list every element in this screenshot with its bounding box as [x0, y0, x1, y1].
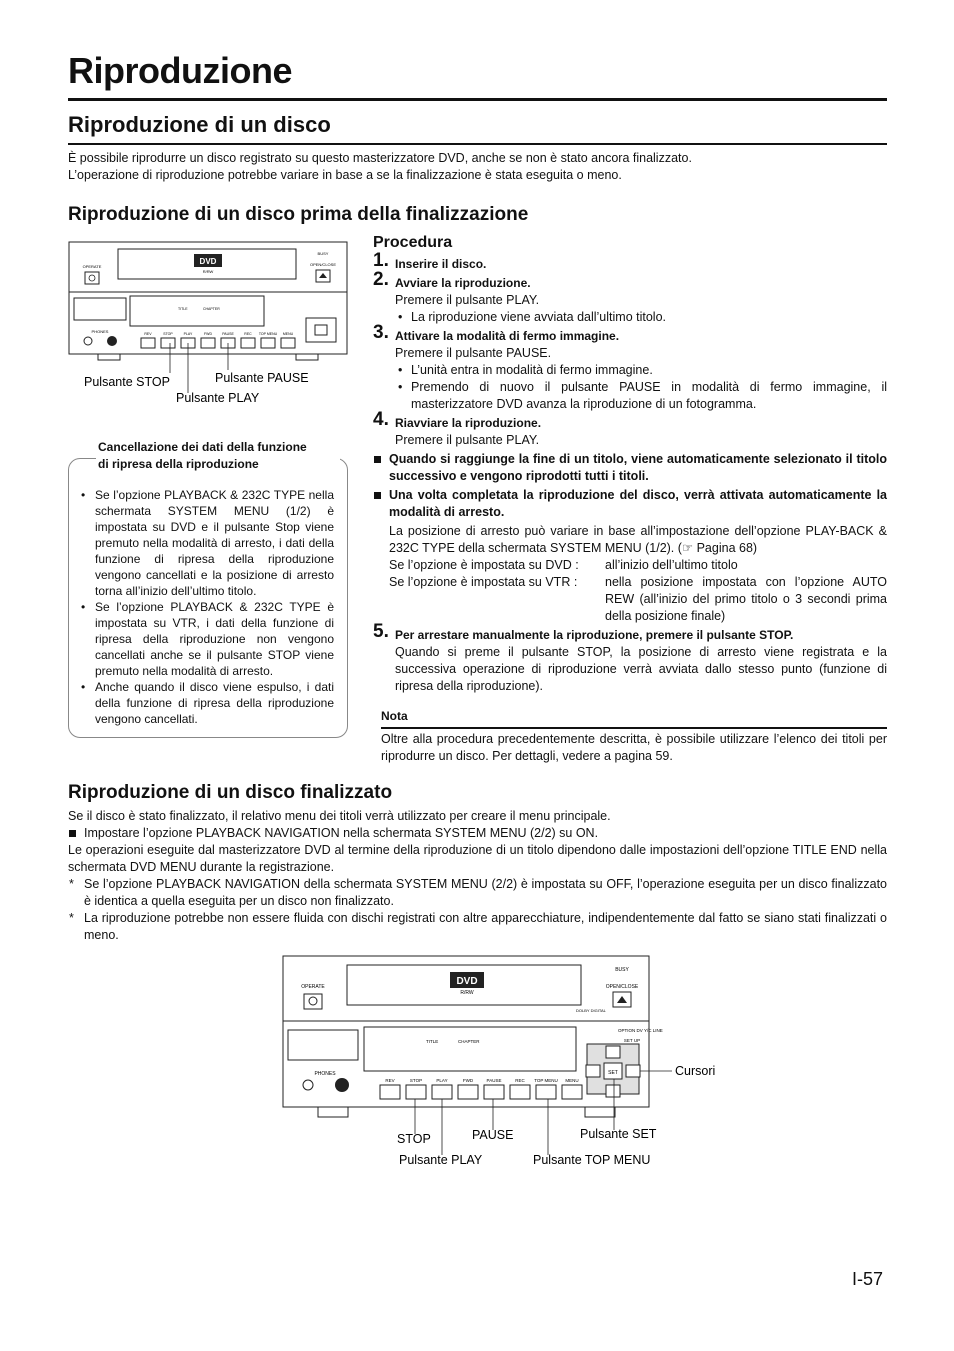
line-label: LINE [652, 1028, 663, 1033]
transport-label: FWD [462, 1078, 474, 1083]
info-box-heading [96, 439, 340, 473]
transport-label: STOP [409, 1078, 423, 1083]
label-top-menu-button: Pulsante TOP MENU [533, 1153, 651, 1167]
option-label: OPTION [618, 1028, 636, 1033]
page-number: I-57 [852, 1269, 884, 1289]
phones-jack [303, 1080, 313, 1090]
step-2 [373, 269, 887, 326]
operate-label: OPERATE [82, 264, 102, 269]
yc-label: Y/C [643, 1028, 652, 1033]
volume-knob[interactable] [107, 336, 117, 346]
device-diagram-top [68, 240, 348, 410]
subsection-heading: Riproduzione di un disco finalizzato [68, 782, 393, 803]
transport-label: MENU [565, 1078, 579, 1083]
nota-title: Nota [381, 709, 408, 723]
list-item: • Anche quando il disco viene espulso, i dati della funzione di ripresa della riproduzione vengono cancellati. [78, 679, 334, 727]
display-panel [364, 1027, 576, 1071]
intro-line: È possibile riprodurre un disco registrato su questo masterizzatore DVD, anche se non è stato ancora finalizzato. [68, 151, 692, 165]
label-play-button: Pulsante PLAY [176, 391, 260, 405]
intro-line: L’operazione di riproduzione potrebbe variare in base a se la finalizzazione è stata eseguita o meno. [68, 168, 622, 182]
step-title: Riavviare la riproduzione. [395, 416, 542, 430]
step-text: Premere il pulsante PAUSE. [395, 346, 552, 360]
step-number: 2. [373, 269, 389, 290]
open-close-label: OPEN/CLOSE [605, 984, 639, 990]
label-set-button: Pulsante SET [580, 1127, 657, 1141]
step-title: Avviare la riproduzione. [395, 276, 531, 290]
transport-label: REC [515, 1078, 525, 1083]
busy-label: BUSY [317, 251, 329, 256]
note-auto-next: Quando si raggiunge la fine di un titolo, viene automaticamente selezionato il titolo successivo e vengono riprodotti tutti i titoli. [373, 451, 887, 485]
display-panel [130, 296, 264, 326]
step-5 [373, 621, 887, 695]
label-cursori: Cursori [675, 1064, 716, 1078]
info-box-heading-line: Cancellazione dei dati della funzione [98, 440, 307, 454]
foot [98, 354, 120, 360]
open-close-label: OPEN/CLOSE [309, 262, 337, 267]
step-number: 4. [373, 409, 389, 430]
transport-label: STOP [163, 332, 173, 336]
cursor-right-button[interactable] [626, 1065, 640, 1077]
display-title-label: TITLE [178, 307, 188, 311]
title-rule [68, 98, 887, 101]
dv-label: DV [636, 1028, 643, 1033]
setup-label: SET UP [623, 1038, 641, 1043]
device-diagram-bottom [280, 952, 740, 1172]
dolby-logo: DOLBY DIGITAL [576, 1008, 606, 1013]
setting-value: nella posizione impostata con l’opzione AUTO REW (all’inizio del primo titolo o 3 secondi prima della posizione finale) [605, 575, 887, 623]
transport-button-fwd[interactable] [458, 1085, 478, 1099]
list-item: • Se l’opzione PLAYBACK & 232C TYPE è impostata su VTR, i dati della funzione di ripresa della riproduzione non vengono cancellati anche se il pulsante STOP viene premuto nella modalità di arresto. [78, 599, 334, 679]
transport-label: TOP MENU [258, 332, 278, 336]
foot [585, 1107, 615, 1117]
transport-button-play[interactable] [432, 1085, 452, 1099]
transport-button-stop[interactable] [406, 1085, 426, 1099]
label-pause-button: Pulsante PAUSE [215, 371, 309, 385]
display-chapter-label: CHAPTER [203, 307, 220, 311]
phones-label: PHONES [91, 329, 109, 334]
busy-label: BUSY [615, 967, 629, 973]
transport-label: REV [144, 332, 152, 336]
finalized-text [68, 808, 887, 944]
display-chapter-label: CHAPTER [458, 1039, 480, 1044]
transport-button-rec[interactable] [241, 338, 255, 348]
set-label: SET [608, 1070, 618, 1076]
nota-text: Oltre alla procedura precedentemente descritta, è possibile utilizzare l’elenco dei titoli per riprodurre un disco. Per dettagli, vedere a pagina 59. [381, 732, 887, 763]
operate-button[interactable] [85, 272, 99, 284]
footnote: * La riproduzione potrebbe non essere fluida con dischi registrati con altre apparecchiature, indipendentemente dal fatto se siano stati finalizzati o meno. [68, 910, 887, 944]
step-bullet: • L’unità entra in modalità di fermo immagine. [395, 362, 887, 379]
transport-label: REV [385, 1078, 395, 1083]
transport-button-pause[interactable] [484, 1085, 504, 1099]
input-panel [74, 298, 126, 320]
section-rule [68, 143, 887, 145]
setting-key: Se l’opzione è impostata su DVD : [389, 558, 579, 572]
step-1 [373, 250, 887, 273]
transport-button-rev[interactable] [141, 338, 155, 348]
step-text: Premere il pulsante PLAY. [395, 293, 540, 307]
display-title-label: TITLE [426, 1039, 439, 1044]
list-item: • Se l’opzione PLAYBACK & 232C TYPE nella schermata SYSTEM MENU (1/2) è impostata su DVD e il pulsante Stop viene premuto nella modalità di arresto, i dati della funzione di ripresa della riproduzione vengono cancellati e la posizione di arresto torna all’inizio dell’ultimo titolo. [78, 487, 334, 599]
transport-button-fwd[interactable] [201, 338, 215, 348]
dvd-logo-sub: R/RW [460, 990, 474, 996]
info-box-list [78, 487, 334, 727]
setting-value: all’inizio dell’ultimo titolo [605, 558, 738, 572]
step-title: Per arrestare manualmente la riproduzione, premere il pulsante STOP. [395, 628, 794, 642]
step-title: Inserire il disco. [395, 257, 487, 271]
transport-button-rev[interactable] [380, 1085, 400, 1099]
procedure-steps [373, 250, 887, 697]
step-number: 3. [373, 322, 389, 343]
step-number: 5. [373, 621, 389, 642]
step-bullet: • Premendo di nuovo il pulsante PAUSE in modalità di fermo immagine, il masterizzatore DVD avanza la riproduzione di un fotogramma. [395, 379, 887, 413]
info-box-heading-line: di ripresa della riproduzione [98, 457, 259, 471]
procedure-title: Procedura [373, 234, 453, 251]
step-bullet: • La riproduzione viene avviata dall’ultimo titolo. [395, 309, 887, 326]
nota-rule [381, 727, 887, 729]
cursor-down-button[interactable] [606, 1085, 620, 1097]
page-title: Riproduzione [68, 50, 292, 91]
transport-button-top-menu[interactable] [261, 338, 275, 348]
transport-label: PLAY [436, 1078, 448, 1083]
transport-label: REC [244, 332, 252, 336]
label-pause: PAUSE [472, 1128, 514, 1142]
transport-button-rec[interactable] [510, 1085, 530, 1099]
transport-label: FWD [204, 332, 212, 336]
dvd-logo-sub: R/RW [202, 269, 214, 274]
label-play-button: Pulsante PLAY [399, 1153, 483, 1167]
step-text: Quando si preme il pulsante STOP, la posizione di arresto viene registrata e la successiva operazione di riproduzione verrà avviata dallo stesso punto (funzione di ripresa della riproduzione). [395, 645, 887, 693]
intro [68, 150, 887, 184]
step-4 [373, 409, 887, 449]
step-3 [373, 322, 887, 413]
transport-label: PAUSE [222, 332, 234, 336]
paragraph: Se il disco è stato finalizzato, il relativo menu dei titoli verrà utilizzato per creare il menu principale. [68, 809, 611, 823]
dvd-logo-text: DVD [199, 257, 217, 266]
transport-label: MENU [282, 332, 294, 336]
label-stop: STOP [397, 1132, 431, 1146]
setting-key: Se l’opzione è impostata su VTR : [389, 575, 578, 589]
step-number: 1. [373, 250, 389, 271]
settings-table [373, 557, 887, 625]
set-button[interactable] [315, 325, 327, 335]
transport-label: PLAY [183, 332, 193, 336]
transport-button-stop[interactable] [161, 338, 175, 348]
label-stop-button: Pulsante STOP [84, 375, 170, 389]
foot [318, 1107, 348, 1117]
footnote: * Se l’opzione PLAYBACK NAVIGATION della schermata SYSTEM MENU (2/2) è impostata su OFF, l’operazione eseguita per un disco finalizzato è identica a quella eseguita per un disco non finalizzato. [68, 876, 887, 910]
operate-button[interactable] [304, 994, 322, 1009]
cursor-left-button[interactable] [586, 1065, 600, 1077]
phones-label: PHONES [314, 1071, 336, 1077]
paragraph-square: Impostare l’opzione PLAYBACK NAVIGATION nella schermata SYSTEM MENU (2/2) su ON. [68, 825, 887, 842]
step-text: Premere il pulsante PLAY. [395, 433, 540, 447]
foot [296, 354, 318, 360]
subsection-heading: Riproduzione di un disco prima della finalizzazione [68, 204, 529, 225]
step-title: Attivare la modalità di fermo immagine. [395, 329, 620, 343]
paragraph: Le operazioni eseguite dal masterizzatore DVD al termine della riproduzione di un titolo dipendono dalle impostazioni dell’opzione TITLE END nella schermata DVD MENU durante la registrazione. [68, 843, 887, 874]
transport-button-top-menu[interactable] [536, 1085, 556, 1099]
transport-label: TOP MENU [534, 1078, 558, 1083]
section-title: Riproduzione di un disco [68, 112, 331, 137]
stop-position-text: La posizione di arresto può variare in base all’impostazione dell’opzione PLAY-BACK & 232C TYPE della schermata SYSTEM MENU (1/2). (☞ Pagina 68) [389, 524, 887, 555]
cursor-up-button[interactable] [606, 1046, 620, 1058]
operate-label: OPERATE [301, 984, 325, 990]
option-labels [618, 1028, 663, 1033]
transport-button-menu[interactable] [281, 338, 295, 348]
transport-button-menu[interactable] [562, 1085, 582, 1099]
transport-label: PAUSE [486, 1078, 502, 1083]
phones-jack [84, 337, 92, 345]
dvd-logo-text: DVD [456, 976, 478, 987]
volume-knob[interactable] [335, 1078, 349, 1092]
input-panel [288, 1030, 358, 1060]
note-auto-stop: Una volta completata la riproduzione del disco, verrà attivata automaticamente la modalità di arresto. [373, 487, 887, 521]
